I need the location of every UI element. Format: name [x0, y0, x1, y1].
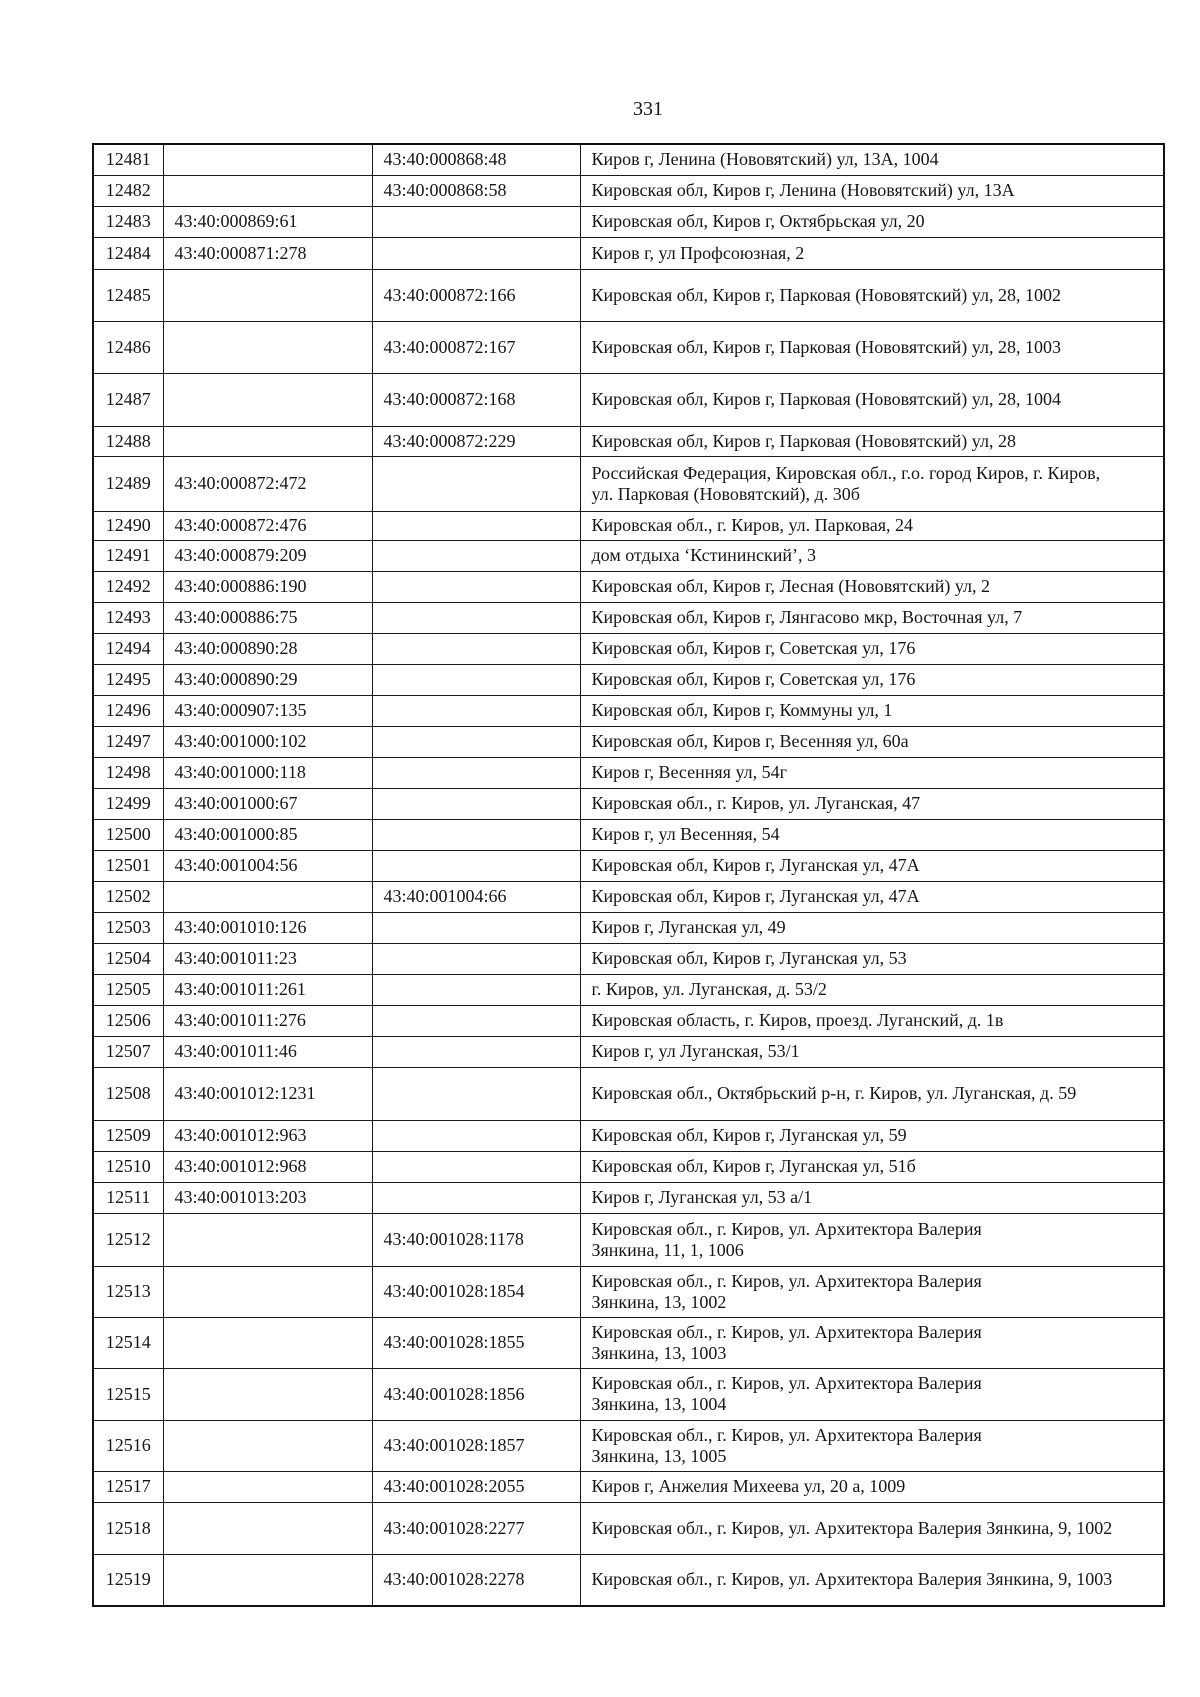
table-row	[93, 819, 1164, 850]
table-row	[93, 456, 1164, 511]
address-line: Кировская область, г. Киров, проезд. Луганский, д. 1в	[591, 1010, 1004, 1030]
row-number-cell: 12484	[93, 237, 163, 269]
address-line: Киров г, Ленина (Нововятский) ул, 13А, 1004	[591, 149, 939, 170]
cadastral-number-alt-cell	[372, 912, 580, 943]
cadastral-number-alt-cell: 43:40:001028:2278	[372, 1554, 580, 1606]
address-cell	[580, 426, 1164, 456]
row-number-cell: 12503	[93, 912, 163, 943]
address-cell	[580, 540, 1164, 571]
address-line: Киров г, Луганская ул, 49	[591, 917, 786, 937]
address-cell	[580, 1151, 1164, 1182]
table-row	[93, 1502, 1164, 1554]
address-line: Кировская обл, Киров г, Парковая (Нововятский) ул, 28, 1002	[591, 284, 1061, 305]
cadastral-number-alt-cell	[372, 695, 580, 726]
cadastral-number-cell	[163, 175, 372, 206]
address-cell	[580, 175, 1164, 206]
address-line: Кировская обл, Киров г, Луганская ул, 51б	[591, 1156, 916, 1176]
row-number-cell: 12515	[93, 1368, 163, 1420]
row-number-cell: 12487	[93, 373, 163, 426]
address-line: Киров г, Луганская ул, 53 а/1	[591, 1187, 813, 1207]
table-row	[93, 1005, 1164, 1036]
cadastral-number-cell	[163, 1554, 372, 1606]
cadastral-number-alt-cell	[372, 1005, 580, 1036]
row-number-cell: 12507	[93, 1036, 163, 1067]
cadastral-number-cell: 43:40:000879:209	[163, 540, 372, 571]
address-line: Кировская обл., г. Киров, ул. Архитектора Валерия	[591, 1270, 982, 1291]
address-cell	[580, 1005, 1164, 1036]
row-number-cell: 12500	[93, 819, 163, 850]
table-row	[93, 321, 1164, 373]
cadastral-number-cell: 43:40:001011:276	[163, 1005, 372, 1036]
row-number-cell: 12519	[93, 1554, 163, 1606]
table-row	[93, 175, 1164, 206]
address-line: Кировская обл, Киров г, Луганская ул, 47А	[591, 855, 920, 875]
cadastral-number-cell: 43:40:000890:29	[163, 664, 372, 695]
address-line: Кировская обл, Киров г, Луганская ул, 59	[591, 1125, 907, 1145]
address-cell	[580, 1036, 1164, 1067]
address-line: Зянкина, 13, 1003	[591, 1342, 727, 1363]
address-line: Кировская обл, Киров г, Луганская ул, 47А	[591, 886, 920, 906]
cadastral-number-cell	[163, 881, 372, 912]
cadastral-number-alt-cell	[372, 1182, 580, 1213]
cadastral-number-cell	[163, 144, 372, 175]
address-line: Зянкина, 11, 1, 1006	[591, 1239, 744, 1260]
address-cell	[580, 757, 1164, 788]
table-row	[93, 974, 1164, 1005]
address-cell	[580, 1471, 1164, 1502]
row-number-cell: 12513	[93, 1266, 163, 1317]
cadastral-number-cell	[163, 269, 372, 321]
cadastral-number-alt-cell	[372, 664, 580, 695]
cadastral-number-cell: 43:40:001000:67	[163, 788, 372, 819]
table-row	[93, 1554, 1164, 1606]
row-number-cell: 12508	[93, 1067, 163, 1120]
address-cell	[580, 943, 1164, 974]
address-cell	[580, 571, 1164, 602]
address-cell	[580, 1502, 1164, 1554]
cadastral-number-cell: 43:40:001012:963	[163, 1120, 372, 1151]
table-row	[93, 1368, 1164, 1420]
row-number-cell: 12512	[93, 1213, 163, 1266]
address-cell	[580, 237, 1164, 269]
cadastral-number-alt-cell: 43:40:001004:66	[372, 881, 580, 912]
address-cell	[580, 788, 1164, 819]
cadastral-number-cell: 43:40:001000:85	[163, 819, 372, 850]
cadastral-number-cell: 43:40:001000:102	[163, 726, 372, 757]
cadastral-number-alt-cell	[372, 757, 580, 788]
address-cell	[580, 819, 1164, 850]
row-number-cell: 12493	[93, 602, 163, 633]
cadastral-number-cell: 43:40:000886:75	[163, 602, 372, 633]
table-row	[93, 788, 1164, 819]
address-line: Российская Федерация, Кировская обл., г.о. город Киров, г. Киров,	[591, 462, 1101, 483]
cadastral-number-cell: 43:40:000907:135	[163, 695, 372, 726]
address-line: Кировская обл, Киров г, Лянгасово мкр, Восточная ул, 7	[591, 607, 1023, 627]
address-line: Кировская обл., г. Киров, ул. Архитектора Валерия	[591, 1373, 982, 1393]
table-row	[93, 144, 1164, 175]
table-row	[93, 1120, 1164, 1151]
address-line: Кировская обл, Киров г, Советская ул, 176	[591, 669, 916, 689]
address-line: Кировская обл., г. Киров, ул. Архитектора Валерия	[591, 1321, 982, 1342]
table-row	[93, 850, 1164, 881]
address-cell	[580, 456, 1164, 511]
row-number-cell: 12486	[93, 321, 163, 373]
address-cell	[580, 602, 1164, 633]
address-cell	[580, 269, 1164, 321]
address-cell	[580, 1317, 1164, 1368]
table-row	[93, 237, 1164, 269]
table-row	[93, 1317, 1164, 1368]
cadastral-number-cell: 43:40:001010:126	[163, 912, 372, 943]
cadastral-number-cell: 43:40:000872:476	[163, 511, 372, 540]
table-row	[93, 1266, 1164, 1317]
cadastral-number-alt-cell	[372, 850, 580, 881]
cadastral-number-cell	[163, 1502, 372, 1554]
cadastral-number-cell: 43:40:001012:1231	[163, 1067, 372, 1120]
row-number-cell: 12490	[93, 511, 163, 540]
row-number-cell: 12517	[93, 1471, 163, 1502]
cadastral-number-cell	[163, 1213, 372, 1266]
table-row	[93, 1471, 1164, 1502]
address-line: Кировская обл., г. Киров, ул. Архитектора Валерия Зянкина, 9, 1002	[591, 1517, 1113, 1538]
table-row	[93, 1182, 1164, 1213]
address-cell	[580, 850, 1164, 881]
address-cell	[580, 206, 1164, 237]
cadastral-number-alt-cell: 43:40:001028:2055	[372, 1471, 580, 1502]
row-number-cell: 12516	[93, 1420, 163, 1471]
address-line: дом отдыха ‘Кстининский’, 3	[591, 545, 817, 565]
address-cell	[580, 664, 1164, 695]
row-number-cell: 12495	[93, 664, 163, 695]
address-cell	[580, 1120, 1164, 1151]
address-cell	[580, 1420, 1164, 1471]
address-line: Кировская обл, Киров г, Лесная (Нововятский) ул, 2	[591, 576, 991, 596]
table-row	[93, 726, 1164, 757]
row-number-cell: 12497	[93, 726, 163, 757]
address-line: Зянкина, 13, 1002	[591, 1291, 727, 1312]
cadastral-number-cell: 43:40:000872:472	[163, 456, 372, 511]
row-number-cell: 12504	[93, 943, 163, 974]
row-number-cell: 12481	[93, 144, 163, 175]
row-number-cell: 12485	[93, 269, 163, 321]
cadastral-number-cell	[163, 426, 372, 456]
cadastral-number-alt-cell: 43:40:001028:1857	[372, 1420, 580, 1471]
address-cell	[580, 144, 1164, 175]
cadastral-number-cell: 43:40:001013:203	[163, 1182, 372, 1213]
cadastral-number-cell: 43:40:001000:118	[163, 757, 372, 788]
cadastral-number-cell	[163, 1368, 372, 1420]
table-row	[93, 1151, 1164, 1182]
cadastral-number-alt-cell	[372, 633, 580, 664]
cadastral-number-cell	[163, 1420, 372, 1471]
cadastral-number-cell: 43:40:001012:968	[163, 1151, 372, 1182]
address-line: Зянкина, 13, 1005	[591, 1445, 727, 1466]
cadastral-number-alt-cell: 43:40:001028:1855	[372, 1317, 580, 1368]
address-cell	[580, 1213, 1164, 1266]
table-row	[93, 1420, 1164, 1471]
address-line: Кировская обл, Киров г, Парковая (Нововятский) ул, 28, 1003	[591, 336, 1061, 357]
cadastral-number-alt-cell	[372, 540, 580, 571]
table-row	[93, 373, 1164, 426]
cadastral-number-alt-cell: 43:40:001028:1178	[372, 1213, 580, 1266]
address-line: Кировская обл, Киров г, Ленина (Нововятский) ул, 13А	[591, 180, 1015, 200]
cadastral-number-alt-cell	[372, 1036, 580, 1067]
address-line: Кировская обл, Киров г, Парковая (Нововятский) ул, 28, 1004	[591, 389, 1061, 409]
row-number-cell: 12518	[93, 1502, 163, 1554]
table-row	[93, 426, 1164, 456]
address-line: г. Киров, ул. Луганская, д. 53/2	[591, 979, 827, 999]
row-number-cell: 12498	[93, 757, 163, 788]
address-cell	[580, 1554, 1164, 1606]
row-number-cell: 12499	[93, 788, 163, 819]
row-number-cell: 12494	[93, 633, 163, 664]
property-table	[92, 143, 1165, 1607]
address-cell	[580, 695, 1164, 726]
cadastral-number-alt-cell	[372, 602, 580, 633]
address-cell	[580, 373, 1164, 426]
address-cell	[580, 1067, 1164, 1120]
table-row	[93, 269, 1164, 321]
address-cell	[580, 912, 1164, 943]
address-cell	[580, 321, 1164, 373]
cadastral-number-alt-cell: 43:40:000872:168	[372, 373, 580, 426]
row-number-cell: 12488	[93, 426, 163, 456]
cadastral-number-alt-cell: 43:40:001028:1854	[372, 1266, 580, 1317]
cadastral-number-alt-cell	[372, 726, 580, 757]
address-cell	[580, 726, 1164, 757]
cadastral-number-cell: 43:40:000886:190	[163, 571, 372, 602]
table-row	[93, 571, 1164, 602]
page-number: 331	[633, 98, 663, 120]
address-cell	[580, 1266, 1164, 1317]
cadastral-number-alt-cell	[372, 456, 580, 511]
row-number-cell: 12489	[93, 456, 163, 511]
address-line: Кировская обл., Октябрьский р-н, г. Киров, ул. Луганская, д. 59	[591, 1083, 1077, 1103]
cadastral-number-cell	[163, 321, 372, 373]
row-number-cell: 12514	[93, 1317, 163, 1368]
address-line: Киров г, Анжелия Михеева ул, 20 а, 1009	[591, 1476, 906, 1496]
row-number-cell: 12491	[93, 540, 163, 571]
cadastral-number-alt-cell: 43:40:000872:166	[372, 269, 580, 321]
address-cell	[580, 1368, 1164, 1420]
table-row	[93, 206, 1164, 237]
cadastral-number-alt-cell: 43:40:000868:58	[372, 175, 580, 206]
address-cell	[580, 1182, 1164, 1213]
address-line: Кировская обл., г. Киров, ул. Архитектора Валерия	[591, 1424, 982, 1445]
cadastral-number-alt-cell: 43:40:000872:167	[372, 321, 580, 373]
cadastral-number-cell	[163, 1317, 372, 1368]
row-number-cell: 12506	[93, 1005, 163, 1036]
table-row	[93, 1213, 1164, 1266]
address-line: Киров г, ул Профсоюзная, 2	[591, 242, 805, 263]
address-line: Киров г, Весенняя ул, 54г	[591, 762, 788, 782]
row-number-cell: 12505	[93, 974, 163, 1005]
cadastral-number-alt-cell: 43:40:001028:2277	[372, 1502, 580, 1554]
address-cell	[580, 881, 1164, 912]
table-row	[93, 695, 1164, 726]
row-number-cell: 12510	[93, 1151, 163, 1182]
address-cell	[580, 974, 1164, 1005]
table-row	[93, 757, 1164, 788]
cadastral-number-alt-cell: 43:40:000868:48	[372, 144, 580, 175]
table-row	[93, 912, 1164, 943]
cadastral-number-cell: 43:40:001011:261	[163, 974, 372, 1005]
table-body	[93, 144, 1164, 1606]
cadastral-number-alt-cell: 43:40:001028:1856	[372, 1368, 580, 1420]
cadastral-number-cell: 43:40:000871:278	[163, 237, 372, 269]
table-row	[93, 1067, 1164, 1120]
row-number-cell: 12483	[93, 206, 163, 237]
cadastral-number-cell: 43:40:001011:23	[163, 943, 372, 974]
address-line: Кировская обл., г. Киров, ул. Архитектора Валерия	[591, 1218, 982, 1239]
address-cell	[580, 633, 1164, 664]
cadastral-number-alt-cell	[372, 819, 580, 850]
table-row	[93, 1036, 1164, 1067]
cadastral-number-alt-cell	[372, 788, 580, 819]
table-row	[93, 540, 1164, 571]
cadastral-number-alt-cell	[372, 1067, 580, 1120]
address-line: Кировская обл, Киров г, Коммуны ул, 1	[591, 700, 893, 720]
cadastral-number-cell	[163, 1471, 372, 1502]
cadastral-number-cell	[163, 373, 372, 426]
address-line: Кировская обл, Киров г, Октябрьская ул, 20	[591, 211, 925, 231]
cadastral-number-alt-cell	[372, 206, 580, 237]
table-row	[93, 511, 1164, 540]
address-line: Киров г, ул Весенняя, 54	[591, 824, 780, 844]
row-number-cell: 12482	[93, 175, 163, 206]
cadastral-number-alt-cell	[372, 974, 580, 1005]
cadastral-number-alt-cell	[372, 943, 580, 974]
table-row	[93, 881, 1164, 912]
cadastral-number-alt-cell	[372, 1120, 580, 1151]
cadastral-number-cell: 43:40:000890:28	[163, 633, 372, 664]
address-line: Кировская обл., г. Киров, ул. Парковая, 24	[591, 515, 913, 535]
table-row	[93, 943, 1164, 974]
row-number-cell: 12509	[93, 1120, 163, 1151]
cadastral-number-alt-cell	[372, 237, 580, 269]
address-line: Кировская обл, Киров г, Советская ул, 176	[591, 638, 916, 658]
cadastral-number-cell	[163, 1266, 372, 1317]
address-line: Кировская обл., г. Киров, ул. Архитектора Валерия Зянкина, 9, 1003	[591, 1569, 1113, 1590]
cadastral-number-alt-cell: 43:40:000872:229	[372, 426, 580, 456]
table-row	[93, 633, 1164, 664]
address-line: ул. Парковая (Нововятский), д. 30б	[591, 483, 860, 504]
cadastral-number-alt-cell	[372, 1151, 580, 1182]
address-cell	[580, 511, 1164, 540]
cadastral-number-cell: 43:40:001011:46	[163, 1036, 372, 1067]
row-number-cell: 12496	[93, 695, 163, 726]
table-row	[93, 602, 1164, 633]
cadastral-number-cell: 43:40:001004:56	[163, 850, 372, 881]
address-line: Киров г, ул Луганская, 53/1	[591, 1041, 800, 1061]
cadastral-number-cell: 43:40:000869:61	[163, 206, 372, 237]
row-number-cell: 12502	[93, 881, 163, 912]
address-line: Кировская обл, Киров г, Луганская ул, 53	[591, 948, 907, 968]
cadastral-number-alt-cell	[372, 511, 580, 540]
address-line: Зянкина, 13, 1004	[591, 1394, 727, 1414]
table-row	[93, 664, 1164, 695]
row-number-cell: 12492	[93, 571, 163, 602]
address-line: Кировская обл, Киров г, Парковая (Нововятский) ул, 28	[591, 430, 1016, 451]
address-line: Кировская обл, Киров г, Весенняя ул, 60а	[591, 731, 909, 751]
address-line: Кировская обл., г. Киров, ул. Луганская, 47	[591, 793, 921, 813]
row-number-cell: 12501	[93, 850, 163, 881]
cadastral-number-alt-cell	[372, 571, 580, 602]
row-number-cell: 12511	[93, 1182, 163, 1213]
